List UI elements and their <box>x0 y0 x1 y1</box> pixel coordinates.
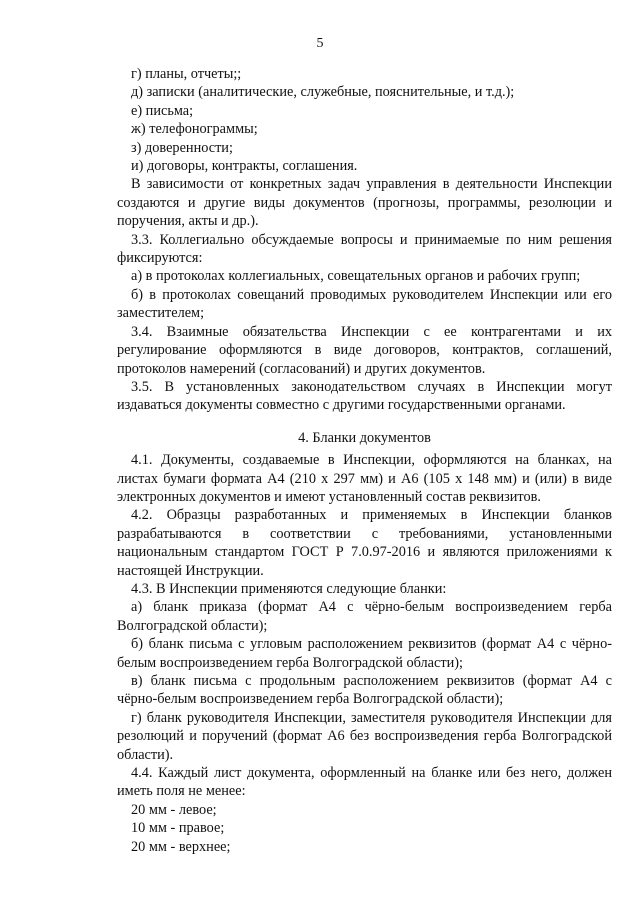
list-item-i: и) договоры, контракты, соглашения. <box>131 158 358 175</box>
margin-right-line: 10 мм - правое; <box>131 820 225 837</box>
paragraph-4-3-g: г) бланк руководителя Инспекции, заместителя руководителя Инспекции для резолюций и поручений (формат А6 без воспроизведения герба Волгоградской области). <box>117 709 612 763</box>
paragraph-4-3-b: б) бланк письма с угловым расположением реквизитов (формат А4 с чёрно-белым воспроизведением герба Волгоградской области); <box>117 636 612 671</box>
paragraph-3-3: 3.3. Коллегиально обсуждаемые вопросы и принимаемые по ним решения фиксируются: <box>117 231 612 267</box>
document-body <box>117 65 612 856</box>
paragraph-4-3-a: а) бланк приказа (формат А4 с чёрно-белым воспроизведением герба Волгоградской области); <box>117 599 612 634</box>
margin-top-line: 20 мм - верхнее; <box>131 838 231 855</box>
paragraph-3-4: 3.4. Взаимные обязательства Инспекции с ее контрагентами и их регулирование оформляются в виде договоров, контрактов, соглашений, протоколов намерений (согласований) и других документов. <box>117 323 612 377</box>
page-number: 5 <box>316 36 324 51</box>
paragraph-other-documents: В зависимости от конкретных задач управления в деятельности Инспекции создаются и другие виды документов (прогнозы, программы, резолюции и поручения, акты и др.). <box>117 176 612 230</box>
list-item-g: г) планы, отчеты;; <box>131 66 242 82</box>
section-heading-4: 4. Бланки документов <box>298 429 431 446</box>
paragraph-4-3-v: в) бланк письма с продольным расположением реквизитов (формат А4 с чёрно-белым воспроизведением герба Волгоградской области); <box>117 673 612 708</box>
list-item-zh: ж) телефонограммы; <box>131 121 258 138</box>
margin-left-line: 20 мм - левое; <box>131 801 217 818</box>
list-item-d: д) записки (аналитические, служебные, пояснительные, и т.д.); <box>131 84 515 101</box>
paragraph-4-1: 4.1. Документы, создаваемые в Инспекции, оформляются на бланках, на листах бумаги формата А4 (210 х 297 мм) и А6 (105 х 148 мм) и (или) в виде электронных документов и имеют установленный состав реквизитов. <box>117 452 612 505</box>
paragraph-4-2: 4.2. Образцы разработанных и применяемых в Инспекции бланков разрабатываются в соответствии с требованиями, установленными национальным стандартом ГОСТ Р 7.0.97-2016 и являются приложениями к настоящей Инструкции. <box>117 507 612 579</box>
paragraph-3-3-a: а) в протоколах коллегиальных, совещательных органов и рабочих групп; <box>131 268 581 285</box>
paragraph-4-4: 4.4. Каждый лист документа, оформленный на бланке или без него, должен иметь поля не менее: <box>117 765 612 800</box>
list-item-z: з) доверенности; <box>131 139 233 156</box>
paragraph-3-5: 3.5. В установленных законодательством случаях в Инспекции могут издаваться документы совместно с другими государственными органами. <box>117 378 612 414</box>
list-item-e: е) письма; <box>131 102 194 119</box>
paragraph-4-3: 4.3. В Инспекции применяются следующие бланки: <box>131 580 447 597</box>
paragraph-3-3-b: б) в протоколах совещаний проводимых руководителем Инспекции или его заместителем; <box>117 286 612 322</box>
